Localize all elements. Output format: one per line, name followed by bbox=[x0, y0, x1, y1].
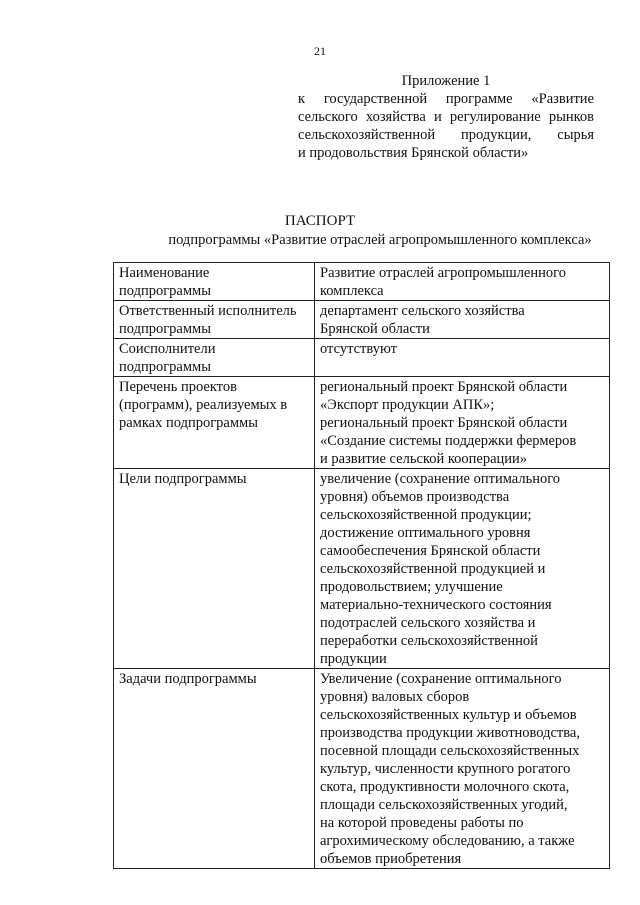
row-value-line: скота, продуктивности молочного скота, bbox=[320, 779, 570, 795]
row-value-line: региональный проект Брянской области bbox=[320, 379, 568, 395]
row-value-line: агрохимическому обследованию, а также bbox=[320, 833, 575, 849]
row-label-line: Задачи подпрограммы bbox=[119, 671, 257, 687]
row-value-line: «Создание системы поддержки фермеров bbox=[320, 433, 577, 449]
passport-subtitle: подпрограммы «Развитие отраслей агропромышленного комплекса» bbox=[168, 232, 592, 248]
row-value-line: сельскохозяйственной продукцией и bbox=[320, 561, 546, 577]
appendix-line: сельскохозяйственной продукции, сырья bbox=[298, 127, 594, 143]
row-label-line: подпрограммы bbox=[119, 359, 211, 375]
row-value-line: на которой проведены работы по bbox=[320, 815, 524, 831]
row-label-cell bbox=[114, 377, 315, 469]
row-value-line: уровня) валовых сборов bbox=[320, 689, 470, 705]
row-value-line: отсутствуют bbox=[320, 341, 397, 357]
row-label-cell bbox=[114, 469, 315, 669]
row-label-cell bbox=[114, 669, 315, 869]
row-value-line: сельскохозяйственной продукции; bbox=[320, 507, 532, 523]
passport-table-body bbox=[114, 263, 610, 869]
row-label-line: Перечень проектов bbox=[119, 379, 237, 395]
row-value-line: культур, численности крупного рогатого bbox=[320, 761, 571, 777]
table-row bbox=[114, 669, 610, 869]
row-value-line: Развитие отраслей агропромышленного bbox=[320, 265, 566, 281]
appendix-title: Приложение 1 bbox=[401, 73, 491, 89]
table-row bbox=[114, 301, 610, 339]
row-label-line: подпрограммы bbox=[119, 283, 211, 299]
page-number: 21 bbox=[314, 44, 326, 58]
row-value-cell bbox=[315, 301, 610, 339]
table-row bbox=[114, 263, 610, 301]
passport-table bbox=[113, 262, 610, 869]
row-value-line: и развитие сельской кооперации» bbox=[320, 451, 528, 467]
row-label-cell bbox=[114, 301, 315, 339]
row-value-line: сельскохозяйственных культур и объемов bbox=[320, 707, 577, 723]
appendix-line: сельского хозяйства и регулирование рынков bbox=[298, 109, 594, 125]
row-value-line: объемов приобретения bbox=[320, 851, 462, 867]
row-label-line: рамках подпрограммы bbox=[119, 415, 258, 431]
table-row bbox=[114, 377, 610, 469]
row-value-line: продовольствием; улучшение bbox=[320, 579, 503, 595]
row-value-line: «Экспорт продукции АПК»; bbox=[320, 397, 495, 413]
row-value-line: производства продукции животноводства, bbox=[320, 725, 580, 741]
row-value-cell bbox=[315, 263, 610, 301]
row-value-cell bbox=[315, 377, 610, 469]
row-value-line: посевной площади сельскохозяйственных bbox=[320, 743, 580, 759]
appendix-block bbox=[298, 72, 594, 162]
row-label-line: Соисполнители bbox=[119, 341, 216, 357]
row-value-cell bbox=[315, 339, 610, 377]
table-row bbox=[114, 339, 610, 377]
row-value-cell bbox=[315, 469, 610, 669]
row-value-line: подотраслей сельского хозяйства и bbox=[320, 615, 536, 631]
row-value-line: региональный проект Брянской области bbox=[320, 415, 568, 431]
passport-title: ПАСПОРТ bbox=[284, 213, 356, 229]
row-label-cell bbox=[114, 339, 315, 377]
row-value-cell bbox=[315, 669, 610, 869]
row-value-line: Увеличение (сохранение оптимального bbox=[320, 671, 562, 687]
row-value-line: департамент сельского хозяйства bbox=[320, 303, 525, 319]
row-label-cell bbox=[114, 263, 315, 301]
row-label-line: Ответственный исполнитель bbox=[119, 303, 297, 319]
row-label-line: Цели подпрограммы bbox=[119, 471, 247, 487]
row-value-line: самообеспечения Брянской области bbox=[320, 543, 541, 559]
row-value-line: переработки сельскохозяйственной bbox=[320, 633, 538, 649]
row-value-line: Брянской области bbox=[320, 321, 430, 337]
row-value-line: увеличение (сохранение оптимального bbox=[320, 471, 561, 487]
row-value-line: площади сельскохозяйственных угодий, bbox=[320, 797, 568, 813]
row-label-line: подпрограммы bbox=[119, 321, 211, 337]
table-row bbox=[114, 469, 610, 669]
row-value-line: продукции bbox=[320, 651, 387, 667]
appendix-line: и продовольствия Брянской области» bbox=[298, 145, 529, 161]
row-label-line: Наименование bbox=[119, 265, 210, 281]
row-label-line: (программ), реализуемых в bbox=[119, 397, 288, 413]
row-value-line: уровня) объемов производства bbox=[320, 489, 510, 505]
row-value-line: комплекса bbox=[320, 283, 384, 299]
appendix-line: к государственной программе «Развитие bbox=[298, 91, 594, 107]
row-value-line: материально-технического состояния bbox=[320, 597, 552, 613]
row-value-line: достижение оптимального уровня bbox=[320, 525, 531, 541]
